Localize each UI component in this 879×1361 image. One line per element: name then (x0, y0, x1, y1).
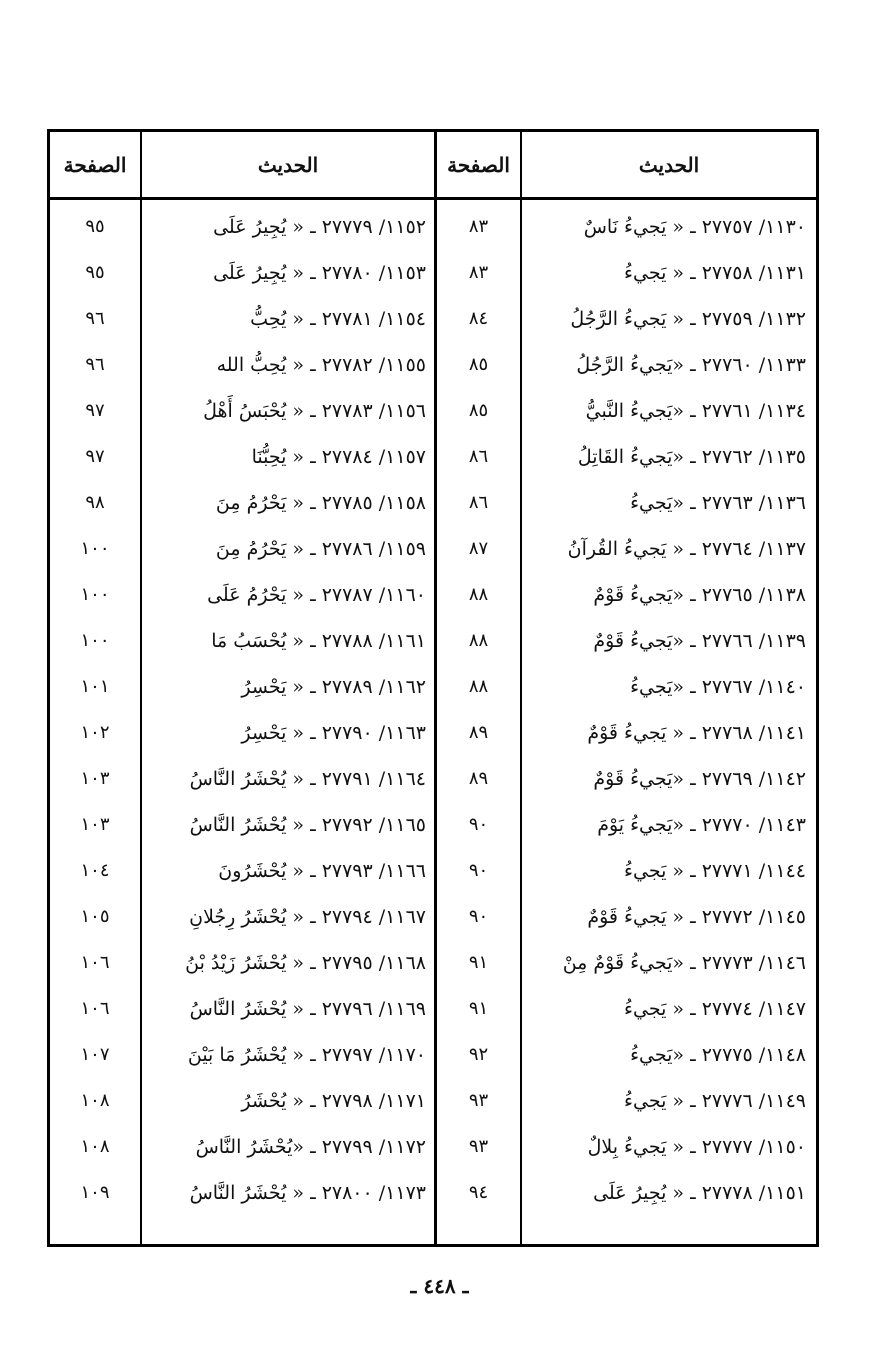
table-row (50, 940, 816, 986)
left-hadith-entry: ١١٥٣/ ٢٧٧٨٠ ـ « يُجِيرُ عَلَى (213, 262, 426, 284)
left-page-number: ١٠٧ (80, 1044, 110, 1065)
table-row (50, 894, 816, 940)
table-row (50, 710, 816, 756)
left-hadith-entry: ١١٥٤/ ٢٧٧٨١ ـ « يُحِبُّ (250, 308, 426, 330)
left-page-number: ١٠١ (80, 676, 110, 697)
table-row (50, 204, 816, 250)
left-hadith-entry: ١١٥٩/ ٢٧٧٨٦ ـ « يَحْرُمُ مِنَ (215, 538, 426, 560)
left-hadith-entry: ١١٥٧/ ٢٧٧٨٤ ـ « يُحِبُّنَا (251, 446, 426, 468)
right-hadith-entry: ١١٣٥/ ٢٧٧٦٢ ـ «يَجيءُ القَاتِلُ (577, 446, 806, 468)
left-hadith-entry: ١١٦١/ ٢٧٧٨٨ ـ « يُحْسَبُ مَا (211, 630, 426, 652)
left-hadith-entry: ١١٦٦/ ٢٧٧٩٣ ـ « يُحْشَرُونَ (218, 860, 426, 882)
right-page-number: ٩٤ (468, 1182, 489, 1203)
right-hadith-entry: ١١٤٥/ ٢٧٧٧٢ ـ « يَجيءُ قَوْمٌ (587, 906, 806, 928)
left-page-number: ١٠٠ (80, 584, 110, 605)
left-page-number: ١٠٣ (80, 768, 110, 789)
left-hadith-entry: ١١٥٥/ ٢٧٧٨٢ ـ « يُحِبُّ الله (216, 354, 426, 376)
right-page-number: ٩٢ (468, 1044, 489, 1065)
table-row (50, 342, 816, 388)
left-hadith-entry: ١١٥٦/ ٢٧٧٨٣ ـ « يُحْبَسُ أَهْلُ (203, 400, 426, 422)
right-page-number: ٨٨ (468, 630, 489, 651)
right-hadith-entry: ١١٤٩/ ٢٧٧٧٦ ـ « يَجيءُ (624, 1090, 806, 1112)
right-page-number: ٩٣ (468, 1090, 489, 1111)
right-hadith-entry: ١١٤٢/ ٢٧٧٦٩ ـ «يَجيءُ قَوْمٌ (593, 768, 806, 790)
left-page-number: ١٠٨ (80, 1136, 110, 1157)
right-hadith-entry: ١١٥١/ ٢٧٧٧٨ ـ « يُجِيرُ عَلَى (593, 1182, 806, 1204)
table-row (50, 388, 816, 434)
left-page-number: ٩٧ (85, 400, 105, 421)
table-row (50, 986, 816, 1032)
right-hadith-entry: ١١٤٣/ ٢٧٧٧٠ ـ «يَجيءُ يَوْمَ (597, 814, 806, 836)
left-page-number: ١٠٠ (80, 630, 110, 651)
header-divider (50, 197, 816, 200)
left-page-number: ١٠٩ (80, 1182, 110, 1203)
left-hadith-entry: ١١٦٧/ ٢٧٧٩٤ ـ « يُحْشَرُ رِجُلانِ (189, 906, 426, 928)
table-row (50, 664, 816, 710)
table-row (50, 1078, 816, 1124)
right-hadith-entry: ١١٣٦/ ٢٧٧٦٣ ـ «يَجيءُ (630, 492, 806, 514)
header-right-page: الصفحة (447, 152, 510, 177)
table-row (50, 618, 816, 664)
table-row (50, 802, 816, 848)
header-left-page: الصفحة (63, 152, 127, 177)
right-page-number: ٨٧ (468, 538, 489, 559)
left-page-number: ٩٨ (85, 492, 105, 513)
right-page-number: ٨٩ (468, 722, 489, 743)
left-hadith-entry: ١١٦٨/ ٢٧٧٩٥ ـ « يُحْشَرُ زَيْدُ بْنُ (185, 952, 426, 974)
table-row (50, 296, 816, 342)
left-hadith-entry: ١١٥٨/ ٢٧٧٨٥ ـ « يَحْرُمُ مِنَ (215, 492, 426, 514)
table-row (50, 1032, 816, 1078)
right-hadith-entry: ١١٤٨/ ٢٧٧٧٥ ـ «يَجيءُ (630, 1044, 806, 1066)
right-hadith-entry: ١١٤٠/ ٢٧٧٦٧ ـ «يَجيءُ (630, 676, 806, 698)
left-hadith-entry: ١١٦٤/ ٢٧٧٩١ ـ « يُحْشَرُ النَّاسُ (189, 768, 426, 790)
right-hadith-entry: ١١٤١/ ٢٧٧٦٨ ـ « يَجيءُ قَوْمٌ (587, 722, 806, 744)
right-page-number: ٨٨ (468, 676, 489, 697)
table-row (50, 434, 816, 480)
page-number: ـ ٤٤٨ ـ (410, 1274, 469, 1298)
right-hadith-entry: ١١٣٨/ ٢٧٧٦٥ ـ «يَجيءُ قَوْمٌ (593, 584, 806, 606)
left-hadith-entry: ١١٧١/ ٢٧٧٩٨ ـ « يُحْشَرُ (241, 1090, 426, 1112)
right-page-number: ٨٣ (468, 262, 489, 283)
header-left-hadith: الحديث (257, 152, 319, 177)
right-hadith-entry: ١١٤٧/ ٢٧٧٧٤ ـ « يَجيءُ (624, 998, 806, 1020)
right-hadith-entry: ١١٤٦/ ٢٧٧٧٣ ـ «يَجيءُ قَوْمٌ مِنْ (562, 952, 806, 974)
left-page-number: ١٠٣ (80, 814, 110, 835)
right-hadith-entry: ١١٣٩/ ٢٧٧٦٦ ـ «يَجيءُ قَوْمٌ (593, 630, 806, 652)
table-row (50, 1170, 816, 1216)
right-page-number: ٨٨ (468, 584, 489, 605)
left-hadith-entry: ١١٦٢/ ٢٧٧٨٩ ـ « يَحْسِرُ (241, 676, 426, 698)
table-row (50, 526, 816, 572)
right-page-number: ٩٠ (468, 814, 489, 835)
left-page-number: ١٠٤ (80, 860, 110, 881)
right-page-number: ٩٠ (468, 906, 489, 927)
left-page-number: ١٠٢ (80, 722, 110, 743)
header-right-hadith: الحديث (638, 152, 700, 177)
right-hadith-entry: ١١٣٣/ ٢٧٧٦٠ ـ «يَجيءُ الرَّجُلُ (576, 354, 806, 376)
left-page-number: ١٠٠ (80, 538, 110, 559)
left-hadith-entry: ١١٧٢/ ٢٧٧٩٩ ـ «يُحْشَرُ النَّاسُ (195, 1136, 426, 1158)
left-page-number: ٩٧ (85, 446, 105, 467)
right-page-number: ٨٥ (468, 400, 489, 421)
right-page-number: ٩١ (468, 952, 489, 973)
left-page-number: ٩٦ (85, 354, 105, 375)
right-page-number: ٨٥ (468, 354, 489, 375)
left-page-number: ٩٦ (85, 308, 105, 329)
right-page-number: ٨٣ (468, 216, 489, 237)
left-page-number: ١٠٥ (80, 906, 110, 927)
left-hadith-entry: ١١٦٠/ ٢٧٧٨٧ ـ « يَحْرُمُ عَلَى (207, 584, 426, 606)
right-hadith-entry: ١١٣٧/ ٢٧٧٦٤ ـ « يَجيءُ القُرآنُ (567, 538, 806, 560)
table-row (50, 1124, 816, 1170)
right-hadith-entry: ١١٥٠/ ٢٧٧٧٧ ـ « يَجيءُ بِلالٌ (587, 1136, 806, 1158)
left-hadith-entry: ١١٧٣/ ٢٧٨٠٠ ـ « يُحْشَرُ النَّاسُ (189, 1182, 426, 1204)
right-hadith-entry: ١١٣١/ ٢٧٧٥٨ ـ « يَجيءُ (624, 262, 806, 284)
right-page-number: ٨٦ (468, 492, 489, 513)
right-page-number: ٨٦ (468, 446, 489, 467)
right-page-number: ٩٣ (468, 1136, 489, 1157)
table-row (50, 480, 816, 526)
table-row (50, 250, 816, 296)
table-row (50, 756, 816, 802)
left-hadith-entry: ١١٦٣/ ٢٧٧٩٠ ـ « يَحْسِرُ (241, 722, 426, 744)
right-page-number: ٨٩ (468, 768, 489, 789)
right-hadith-entry: ١١٣٠/ ٢٧٧٥٧ ـ « يَجيءُ نَاسٌ (583, 216, 806, 238)
right-hadith-entry: ١١٣٢/ ٢٧٧٥٩ ـ « يَجيءُ الرَّجُلُ (570, 308, 806, 330)
left-hadith-entry: ١١٥٢/ ٢٧٧٧٩ ـ « يُجِيرُ عَلَى (213, 216, 426, 238)
left-page-number: ١٠٦ (80, 952, 110, 973)
left-page-number: ٩٥ (85, 262, 105, 283)
right-page-number: ٨٤ (468, 308, 489, 329)
left-page-number: ٩٥ (85, 216, 105, 237)
right-page-number: ٩١ (468, 998, 489, 1019)
left-hadith-entry: ١١٧٠/ ٢٧٧٩٧ ـ « يُحْشَرُ مَا بَيْنَ (187, 1044, 426, 1066)
right-page-number: ٩٠ (468, 860, 489, 881)
left-page-number: ١٠٨ (80, 1090, 110, 1111)
right-hadith-entry: ١١٣٤/ ٢٧٧٦١ ـ «يَجيءُ النَّبيُّ (585, 400, 806, 422)
right-hadith-entry: ١١٤٤/ ٢٧٧٧١ ـ « يَجيءُ (624, 860, 806, 882)
left-page-number: ١٠٦ (80, 998, 110, 1019)
left-hadith-entry: ١١٦٩/ ٢٧٧٩٦ ـ « يُحْشَرُ النَّاسُ (189, 998, 426, 1020)
left-hadith-entry: ١١٦٥/ ٢٧٧٩٢ ـ « يُحْشَرُ النَّاسُ (189, 814, 426, 836)
table-row (50, 572, 816, 618)
table-row (50, 848, 816, 894)
index-table (47, 129, 819, 1247)
